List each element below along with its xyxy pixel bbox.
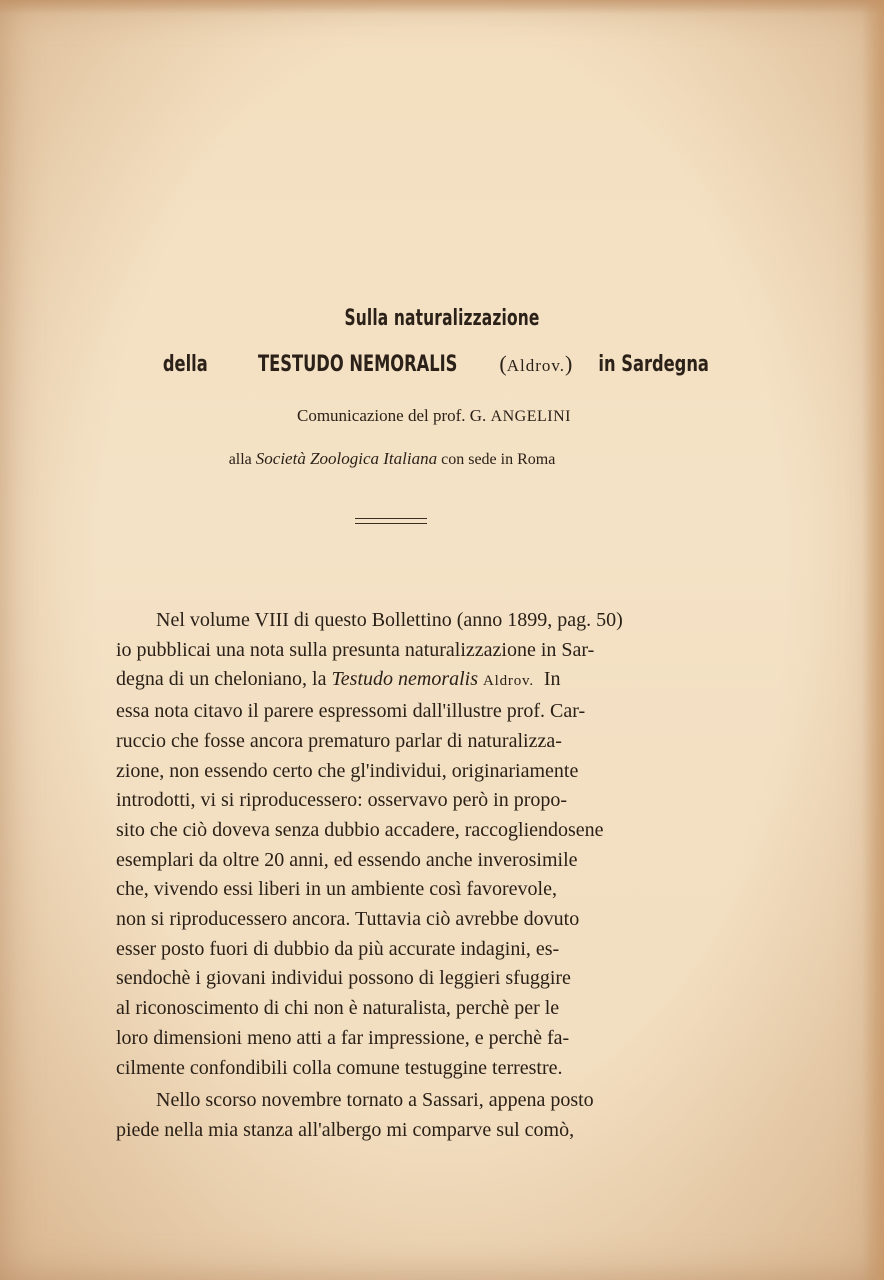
title-della: della — [163, 352, 209, 377]
body-line: Nel volume VIII di questo Bollettino (anno 1899, pag. 50) — [156, 609, 623, 631]
society-prefix: alla — [228, 451, 252, 468]
body-line: sendochè i giovani individui possono di leggieri sfuggire — [116, 967, 571, 990]
page-edge-shadow-top — [0, 0, 884, 14]
double-rule-divider — [355, 518, 427, 524]
society-name: Società Zoologica Italiana — [255, 449, 438, 468]
communication-line — [0, 406, 876, 426]
body-line: cilmente confondibili colla comune testuggine terrestre. — [116, 1056, 563, 1079]
body-line: zione, non essendo certo che gl'individui, originariamente — [116, 759, 579, 782]
body-line: piede nella mia stanza all'albergo mi comparve sul comò, — [116, 1118, 575, 1141]
body-line: degna di un cheloniano, la Testudo nemoralis Aldrov. In — [116, 668, 561, 691]
body-line: non si riproducessero ancora. Tuttavia ciò avrebbe dovuto — [116, 908, 580, 931]
body-line: sito che ciò doveva senza dubbio accadere, raccogliendosene — [116, 818, 604, 841]
body-line: introdotti, vi si riproducessero: osservavo però in propo- — [116, 789, 568, 812]
society-suffix: con sede in Roma — [441, 451, 556, 468]
article-body — [116, 606, 674, 1146]
body-line: essa nota citavo il parere espressomi dall'illustre prof. Car- — [116, 700, 586, 723]
body-line: ruccio che fosse ancora prematuro parlar di naturalizza- — [116, 729, 562, 752]
page-edge-shadow-right — [862, 0, 884, 1280]
title-sardegna: in Sardegna — [598, 352, 710, 377]
communication-prefix: Comunicazione del prof. G. — [297, 406, 487, 425]
body-line: loro dimensioni meno atti a far impressione, e perchè fa- — [116, 1026, 570, 1049]
society-line — [0, 449, 834, 469]
article-title-line1: Sulla naturalizzazione — [344, 306, 540, 331]
title-author: (Aldrov.) — [499, 351, 573, 376]
communication-author: ANGELINI — [490, 408, 571, 425]
body-line: che, vivendo essi liberi in un ambiente così favorevole, — [116, 878, 557, 901]
title-species: TESTUDO NEMORALIS — [257, 352, 458, 377]
body-line: al riconoscimento di chi non è naturalista, perchè per le — [116, 997, 560, 1020]
body-line: io pubblicai una nota sulla presunta naturalizzazione in Sar- — [116, 638, 595, 661]
article-title-line2 — [0, 351, 884, 377]
body-line: esemplari da oltre 20 anni, ed essendo anche inverosimile — [116, 848, 578, 871]
body-line: esser posto fuori di dubbio da più accurate indagini, es- — [116, 937, 560, 960]
body-line: Nello scorso novembre tornato a Sassari, appena posto — [156, 1089, 594, 1112]
